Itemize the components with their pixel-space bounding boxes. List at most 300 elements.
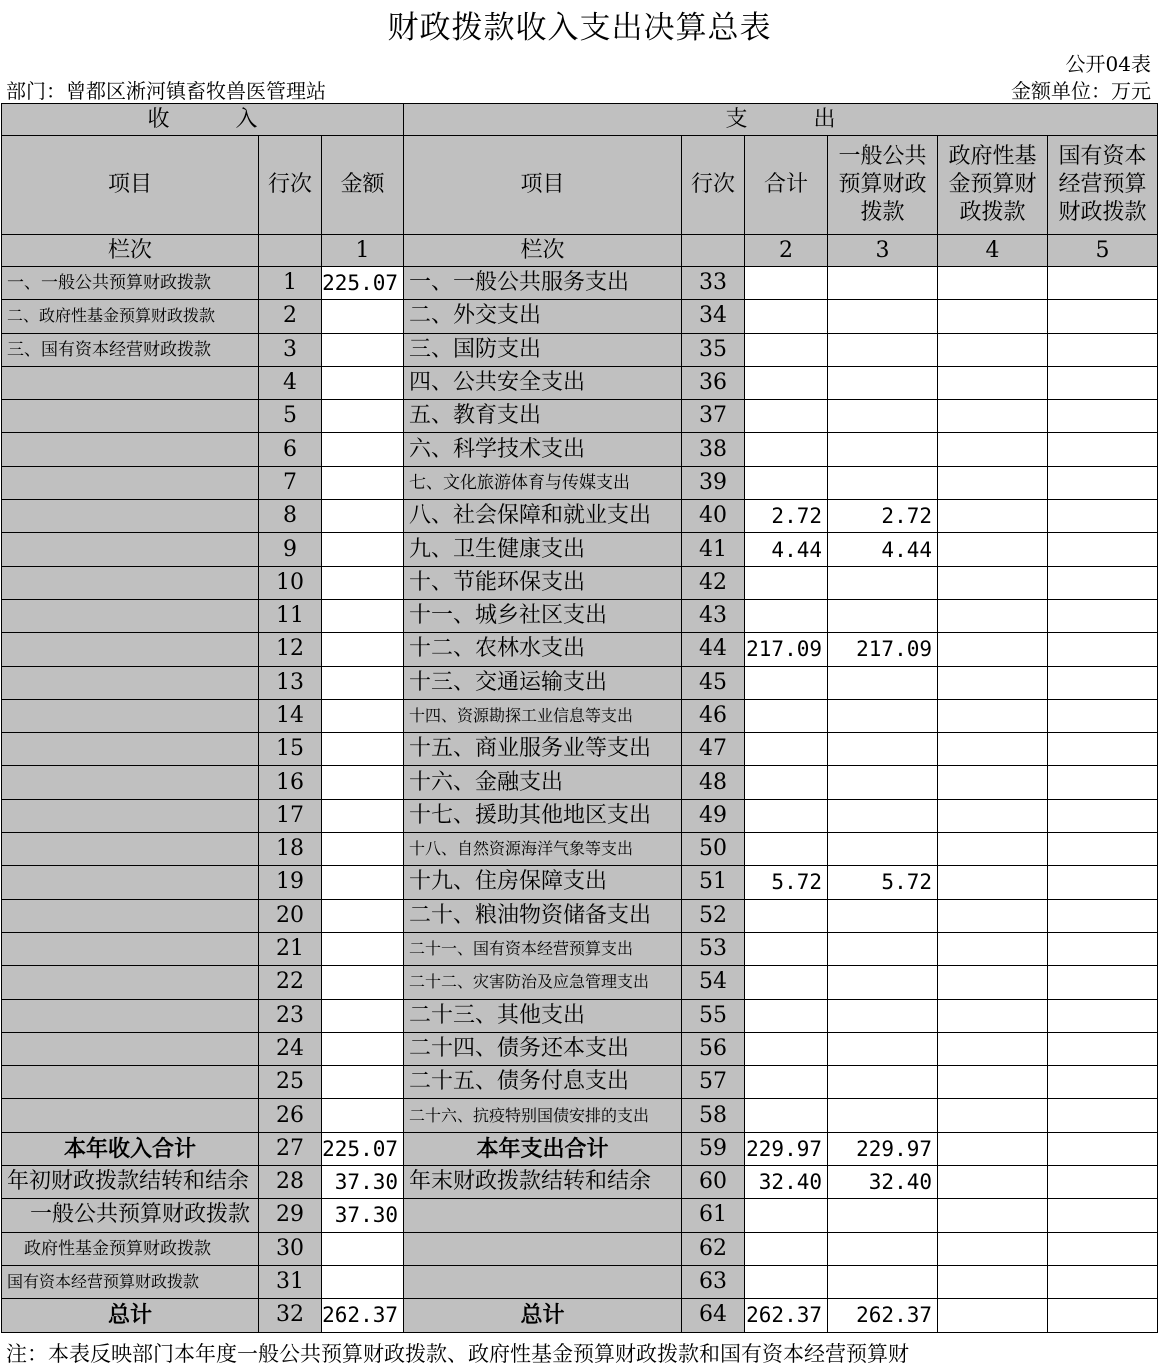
state-capital-cell (1048, 566, 1158, 599)
expense-item-cell: 二十五、债务付息支出 (404, 1066, 682, 1099)
gov-fund-cell (938, 1199, 1048, 1232)
income-item-cell (2, 699, 259, 732)
income-amount-cell (322, 1232, 404, 1265)
income-row-no-cell: 16 (259, 766, 322, 799)
expense-total-cell (745, 966, 828, 999)
income-row-no-cell: 9 (259, 533, 322, 566)
state-capital-cell (1048, 1132, 1158, 1165)
income-row-no-cell: 18 (259, 833, 322, 866)
general-budget-cell (828, 1232, 938, 1265)
income-item-cell: 总计 (2, 1299, 259, 1332)
income-amount-cell: 262.37 (322, 1299, 404, 1332)
state-capital-cell (1048, 666, 1158, 699)
income-column-no-blank (259, 235, 322, 267)
expense-item-cell: 十七、援助其他地区支出 (404, 799, 682, 832)
income-amount-cell (322, 766, 404, 799)
gov-fund-cell (938, 866, 1048, 899)
general-budget-cell (828, 733, 938, 766)
general-budget-cell: 229.97 (828, 1132, 938, 1165)
table-row (2, 1099, 1158, 1132)
income-item-cell: 一、一般公共预算财政拨款 (2, 267, 259, 300)
gov-fund-cell (938, 1132, 1048, 1165)
income-item-cell (2, 799, 259, 832)
general-budget-cell (828, 366, 938, 399)
income-row-no-cell: 26 (259, 1099, 322, 1132)
general-budget-cell (828, 966, 938, 999)
gov-fund-cell (938, 833, 1048, 866)
expense-total-cell (745, 566, 828, 599)
income-amount-cell (322, 500, 404, 533)
expense-total-cell (745, 466, 828, 499)
income-amount-cell (322, 633, 404, 666)
general-budget-cell: 5.72 (828, 866, 938, 899)
general-budget-cell (828, 1066, 938, 1099)
income-item-cell (2, 1099, 259, 1132)
table-row (2, 366, 1158, 399)
table-row (2, 300, 1158, 333)
income-amount-cell: 225.07 (322, 1132, 404, 1165)
general-budget-cell (828, 999, 938, 1032)
general-budget-cell: 262.37 (828, 1299, 938, 1332)
income-row-no-cell: 19 (259, 866, 322, 899)
expense-row-no-cell: 41 (682, 533, 745, 566)
income-row-no-cell: 7 (259, 466, 322, 499)
expense-row-no-cell: 54 (682, 966, 745, 999)
income-amount-cell (322, 1066, 404, 1099)
gov-fund-cell (938, 1166, 1048, 1199)
state-capital-cell (1048, 1199, 1158, 1232)
income-row-no-cell: 23 (259, 999, 322, 1032)
expense-item-cell: 二十一、国有资本经营预算支出 (404, 932, 682, 965)
income-amount-cell (322, 932, 404, 965)
income-item-cell: 国有资本经营预算财政拨款 (2, 1265, 259, 1298)
income-amount-cell (322, 433, 404, 466)
income-item-cell (2, 899, 259, 932)
state-capital-cell (1048, 267, 1158, 300)
income-row-no-cell: 8 (259, 500, 322, 533)
expense-row-no-cell: 45 (682, 666, 745, 699)
table-row (2, 1066, 1158, 1099)
expense-item-cell: 十九、住房保障支出 (404, 866, 682, 899)
expense-row-no-cell: 64 (682, 1299, 745, 1332)
expense-item-cell: 五、教育支出 (404, 400, 682, 433)
income-item-cell (2, 1066, 259, 1099)
general-budget-cell (828, 766, 938, 799)
gov-fund-cell (938, 932, 1048, 965)
expense-row-no-cell: 47 (682, 733, 745, 766)
expense-column-no-label: 栏次 (404, 235, 682, 267)
column-no-3: 3 (828, 235, 938, 267)
expense-row-no-cell: 42 (682, 566, 745, 599)
expense-item-cell: 八、社会保障和就业支出 (404, 500, 682, 533)
income-item-cell: 本年收入合计 (2, 1132, 259, 1165)
table-row (2, 899, 1158, 932)
income-amount-cell (322, 333, 404, 366)
expense-item-cell (404, 1199, 682, 1232)
income-row-no-cell: 31 (259, 1265, 322, 1298)
expense-item-cell: 二、外交支出 (404, 300, 682, 333)
income-row-no-cell: 6 (259, 433, 322, 466)
gov-fund-cell (938, 533, 1048, 566)
expense-item-cell: 二十二、灾害防治及应急管理支出 (404, 966, 682, 999)
income-row-no-cell: 20 (259, 899, 322, 932)
income-item-cell: 三、国有资本经营财政拨款 (2, 333, 259, 366)
income-amount-cell (322, 999, 404, 1032)
table-row (2, 866, 1158, 899)
expense-item-cell: 十六、金融支出 (404, 766, 682, 799)
income-item-cell (2, 1032, 259, 1065)
income-item-cell (2, 466, 259, 499)
state-capital-cell (1048, 966, 1158, 999)
expense-row-no-cell: 56 (682, 1032, 745, 1065)
expense-item-cell: 十三、交通运输支出 (404, 666, 682, 699)
income-item-cell (2, 733, 259, 766)
expense-total-cell: 5.72 (745, 866, 828, 899)
income-item-cell (2, 999, 259, 1032)
state-capital-cell (1048, 366, 1158, 399)
general-budget-header: 一般公共预算财政拨款 (828, 136, 938, 235)
state-capital-cell (1048, 1032, 1158, 1065)
income-row-no-cell: 24 (259, 1032, 322, 1065)
expense-column-no-blank (682, 235, 745, 267)
expense-item-cell: 七、文化旅游体育与传媒支出 (404, 466, 682, 499)
expense-total-cell (745, 267, 828, 300)
expense-total-cell (745, 1232, 828, 1265)
table-row (2, 999, 1158, 1032)
income-row-no-cell: 1 (259, 267, 322, 300)
expense-total-cell (745, 400, 828, 433)
expense-total-header: 合计 (745, 136, 828, 235)
gov-fund-cell (938, 633, 1048, 666)
income-amount-cell (322, 566, 404, 599)
state-capital-cell (1048, 1066, 1158, 1099)
expense-total-cell (745, 932, 828, 965)
fiscal-summary-table (1, 103, 1158, 1333)
state-capital-header: 国有资本经营预算财政拨款 (1048, 136, 1158, 235)
expense-item-cell: 总计 (404, 1299, 682, 1332)
expense-row-no-cell: 43 (682, 599, 745, 632)
expense-total-cell (745, 1199, 828, 1232)
expense-total-cell (745, 1066, 828, 1099)
expense-item-header: 项目 (404, 136, 682, 235)
income-row-no-cell: 4 (259, 366, 322, 399)
state-capital-cell (1048, 1232, 1158, 1265)
expense-total-cell (745, 599, 828, 632)
state-capital-cell (1048, 899, 1158, 932)
state-capital-cell (1048, 1265, 1158, 1298)
expense-item-cell: 十、节能环保支出 (404, 566, 682, 599)
expense-total-cell (745, 833, 828, 866)
general-budget-cell (828, 433, 938, 466)
income-amount-cell (322, 400, 404, 433)
income-amount-cell (322, 300, 404, 333)
table-row (2, 633, 1158, 666)
expense-row-no-cell: 62 (682, 1232, 745, 1265)
general-budget-cell: 217.09 (828, 633, 938, 666)
expense-row-no-cell: 37 (682, 400, 745, 433)
expense-total-cell (745, 799, 828, 832)
expense-total-cell (745, 899, 828, 932)
general-budget-cell (828, 599, 938, 632)
income-row-no-cell: 22 (259, 966, 322, 999)
expense-row-no-cell: 63 (682, 1265, 745, 1298)
expense-row-no-cell: 51 (682, 866, 745, 899)
general-budget-cell (828, 466, 938, 499)
general-budget-cell (828, 699, 938, 732)
table-row (2, 766, 1158, 799)
department-label: 部门：曾都区淅河镇畜牧兽医管理站 (6, 79, 326, 103)
general-budget-cell (828, 267, 938, 300)
expense-item-cell: 三、国防支出 (404, 333, 682, 366)
gov-fund-cell (938, 400, 1048, 433)
general-budget-cell: 2.72 (828, 500, 938, 533)
expense-item-cell: 一、一般公共服务支出 (404, 267, 682, 300)
expense-total-cell (745, 766, 828, 799)
table-row (2, 966, 1158, 999)
state-capital-cell (1048, 766, 1158, 799)
table-row (2, 1232, 1158, 1265)
income-item-cell (2, 932, 259, 965)
table-row (2, 1132, 1158, 1165)
expense-section-header: 支 出 (404, 104, 1158, 136)
income-amount-cell (322, 1032, 404, 1065)
expense-item-cell: 年末财政拨款结转和结余 (404, 1166, 682, 1199)
table-row (2, 1265, 1158, 1298)
expense-total-cell (745, 1032, 828, 1065)
expense-item-cell: 二十、粮油物资储备支出 (404, 899, 682, 932)
income-amount-cell (322, 699, 404, 732)
gov-fund-cell (938, 566, 1048, 599)
gov-fund-cell (938, 267, 1048, 300)
state-capital-cell (1048, 599, 1158, 632)
gov-fund-cell (938, 1066, 1048, 1099)
gov-fund-cell (938, 699, 1048, 732)
expense-item-cell: 十五、商业服务业等支出 (404, 733, 682, 766)
income-row-no-cell: 10 (259, 566, 322, 599)
expense-total-cell (745, 999, 828, 1032)
state-capital-cell (1048, 433, 1158, 466)
general-budget-cell (828, 333, 938, 366)
income-amount-cell (322, 733, 404, 766)
expense-row-no-cell: 52 (682, 899, 745, 932)
column-no-5: 5 (1048, 235, 1158, 267)
table-row (2, 1166, 1158, 1199)
income-item-cell (2, 599, 259, 632)
expense-total-cell (745, 666, 828, 699)
income-row-no-cell: 5 (259, 400, 322, 433)
expense-row-no-cell: 46 (682, 699, 745, 732)
income-item-cell (2, 633, 259, 666)
income-amount-cell (322, 466, 404, 499)
expense-row-no-cell: 50 (682, 833, 745, 866)
income-row-no-cell: 11 (259, 599, 322, 632)
gov-fund-cell (938, 899, 1048, 932)
state-capital-cell (1048, 633, 1158, 666)
state-capital-cell (1048, 1099, 1158, 1132)
expense-item-cell: 本年支出合计 (404, 1132, 682, 1165)
table-row (2, 1199, 1158, 1232)
expense-item-cell: 十四、资源勘探工业信息等支出 (404, 699, 682, 732)
expense-total-cell (745, 1099, 828, 1132)
general-budget-cell: 32.40 (828, 1166, 938, 1199)
expense-row-no-cell: 48 (682, 766, 745, 799)
general-budget-cell (828, 799, 938, 832)
expense-item-cell (404, 1265, 682, 1298)
table-row (2, 267, 1158, 300)
expense-row-no-cell: 35 (682, 333, 745, 366)
expense-total-cell: 262.37 (745, 1299, 828, 1332)
expense-row-no-cell: 55 (682, 999, 745, 1032)
page-title: 财政拨款收入支出决算总表 (387, 10, 772, 46)
general-budget-cell (828, 899, 938, 932)
table-row (2, 566, 1158, 599)
gov-fund-cell (938, 966, 1048, 999)
gov-fund-header: 政府性基金预算财政拨款 (938, 136, 1048, 235)
expense-row-no-cell: 34 (682, 300, 745, 333)
state-capital-cell (1048, 866, 1158, 899)
income-amount-cell: 37.30 (322, 1166, 404, 1199)
expense-total-cell (745, 366, 828, 399)
expense-item-cell: 二十三、其他支出 (404, 999, 682, 1032)
expense-row-no-cell: 49 (682, 799, 745, 832)
income-amount-cell (322, 899, 404, 932)
state-capital-cell (1048, 1299, 1158, 1332)
expense-item-cell: 九、卫生健康支出 (404, 533, 682, 566)
expense-total-cell (745, 699, 828, 732)
table-row (2, 400, 1158, 433)
expense-row-no-cell: 39 (682, 466, 745, 499)
state-capital-cell (1048, 733, 1158, 766)
income-column-no-label: 栏次 (2, 235, 259, 267)
table-row (2, 599, 1158, 632)
expense-total-cell: 217.09 (745, 633, 828, 666)
income-row-no-cell: 21 (259, 932, 322, 965)
income-amount-cell: 37.30 (322, 1199, 404, 1232)
table-row (2, 433, 1158, 466)
expense-item-cell: 二十四、债务还本支出 (404, 1032, 682, 1065)
table-row (2, 500, 1158, 533)
state-capital-cell (1048, 799, 1158, 832)
income-item-cell: 政府性基金预算财政拨款 (2, 1232, 259, 1265)
income-amount-cell: 225.07 (322, 267, 404, 300)
income-item-cell (2, 833, 259, 866)
table-row (2, 833, 1158, 866)
expense-item-cell: 十八、自然资源海洋气象等支出 (404, 833, 682, 866)
expense-total-cell (745, 1265, 828, 1298)
gov-fund-cell (938, 1032, 1048, 1065)
income-amount-cell (322, 1099, 404, 1132)
expense-total-cell: 2.72 (745, 500, 828, 533)
expense-item-cell (404, 1232, 682, 1265)
expense-row-no-cell: 57 (682, 1066, 745, 1099)
state-capital-cell (1048, 1166, 1158, 1199)
table-row (2, 932, 1158, 965)
income-item-cell (2, 366, 259, 399)
income-item-cell (2, 866, 259, 899)
expense-row-no-cell: 58 (682, 1099, 745, 1132)
expense-item-cell: 十二、农林水支出 (404, 633, 682, 666)
expense-row-no-cell: 60 (682, 1166, 745, 1199)
income-row-no-cell: 15 (259, 733, 322, 766)
general-budget-cell (828, 833, 938, 866)
gov-fund-cell (938, 1099, 1048, 1132)
table-row (2, 699, 1158, 732)
income-amount-cell (322, 966, 404, 999)
expense-total-cell (745, 433, 828, 466)
state-capital-cell (1048, 533, 1158, 566)
gov-fund-cell (938, 500, 1048, 533)
general-budget-cell (828, 666, 938, 699)
expense-total-cell (745, 333, 828, 366)
state-capital-cell (1048, 400, 1158, 433)
expense-total-cell: 32.40 (745, 1166, 828, 1199)
table-row (2, 1032, 1158, 1065)
income-amount-cell (322, 1265, 404, 1298)
general-budget-cell (828, 566, 938, 599)
gov-fund-cell (938, 1299, 1048, 1332)
gov-fund-cell (938, 1232, 1048, 1265)
state-capital-cell (1048, 466, 1158, 499)
income-item-cell (2, 500, 259, 533)
expense-row-no-cell: 59 (682, 1132, 745, 1165)
column-no-1: 1 (322, 235, 404, 267)
income-amount-header: 金额 (322, 136, 404, 235)
general-budget-cell (828, 1099, 938, 1132)
table-row (2, 666, 1158, 699)
expense-item-cell: 四、公共安全支出 (404, 366, 682, 399)
income-amount-cell (322, 866, 404, 899)
expense-row-no-cell: 44 (682, 633, 745, 666)
expense-total-cell (745, 300, 828, 333)
expense-total-cell (745, 733, 828, 766)
state-capital-cell (1048, 500, 1158, 533)
state-capital-cell (1048, 833, 1158, 866)
income-item-cell: 一般公共预算财政拨款 (2, 1199, 259, 1232)
gov-fund-cell (938, 766, 1048, 799)
general-budget-cell (828, 1032, 938, 1065)
income-item-cell: 二、政府性基金预算财政拨款 (2, 300, 259, 333)
state-capital-cell (1048, 999, 1158, 1032)
expense-row-no-cell: 40 (682, 500, 745, 533)
table-row (2, 1299, 1158, 1332)
expense-row-no-cell: 38 (682, 433, 745, 466)
expense-item-cell: 十一、城乡社区支出 (404, 599, 682, 632)
column-no-2: 2 (745, 235, 828, 267)
income-row-no-cell: 27 (259, 1132, 322, 1165)
income-item-header: 项目 (2, 136, 259, 235)
expense-total-cell: 4.44 (745, 533, 828, 566)
gov-fund-cell (938, 300, 1048, 333)
expense-row-no-cell: 61 (682, 1199, 745, 1232)
table-row (2, 533, 1158, 566)
income-item-cell (2, 966, 259, 999)
gov-fund-cell (938, 1265, 1048, 1298)
income-row-no-cell: 17 (259, 799, 322, 832)
income-section-header: 收 入 (2, 104, 404, 136)
general-budget-cell: 4.44 (828, 533, 938, 566)
gov-fund-cell (938, 799, 1048, 832)
income-item-cell (2, 766, 259, 799)
state-capital-cell (1048, 699, 1158, 732)
income-amount-cell (322, 533, 404, 566)
income-row-no-cell: 14 (259, 699, 322, 732)
income-amount-cell (322, 833, 404, 866)
income-item-cell (2, 533, 259, 566)
income-row-no-cell: 3 (259, 333, 322, 366)
general-budget-cell (828, 932, 938, 965)
income-item-cell: 年初财政拨款结转和结余 (2, 1166, 259, 1199)
gov-fund-cell (938, 733, 1048, 766)
